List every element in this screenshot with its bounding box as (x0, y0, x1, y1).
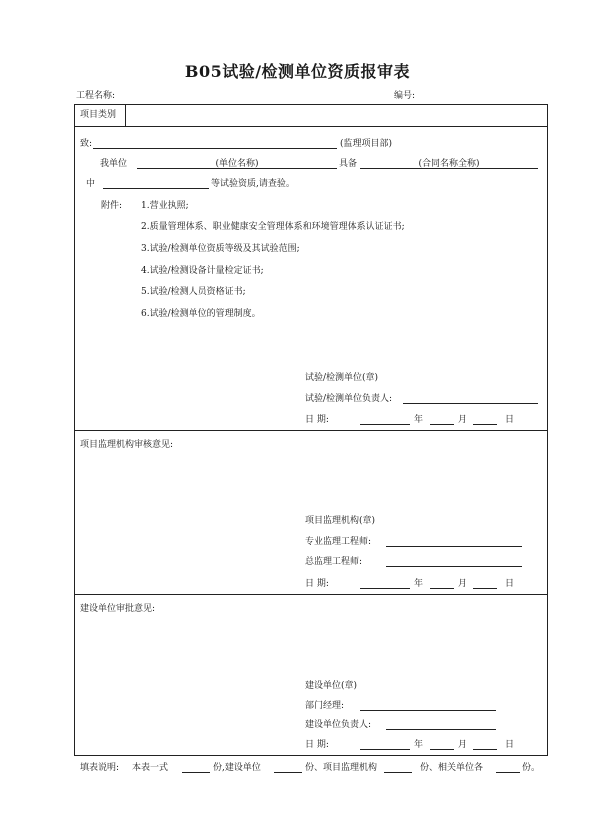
addressee-field[interactable] (93, 148, 337, 149)
total-copies-field[interactable] (182, 772, 210, 773)
month-label: 月 (458, 740, 468, 750)
day-label: 日 (505, 740, 515, 750)
to-label: 致: (80, 139, 93, 149)
row-divider-1 (74, 126, 548, 127)
contract-name-hint: (合同名称全称) (418, 159, 480, 169)
month-label: 月 (458, 579, 468, 589)
year-label: 年 (414, 415, 424, 425)
department-manager-label: 部门经理: (305, 701, 345, 711)
date-label: 日 期: (305, 415, 329, 425)
date-month-field[interactable] (430, 749, 454, 750)
row-divider-2 (74, 430, 548, 431)
attachment-item: 2.质量管理体系、职业健康安全管理体系和环境管理体系认证证书; (141, 222, 405, 232)
zhong-label: 中 (86, 179, 96, 189)
owner-opinion-label: 建设单位审批意见: (80, 604, 156, 614)
test-unit-seal-label: 试验/检测单位(章) (305, 373, 379, 383)
footer-note-lead: 填表说明: (80, 763, 120, 773)
serial-number-label: 编号: (394, 91, 416, 101)
footer-text-owner: 份,建设单位 (213, 763, 261, 773)
chief-engineer-label: 总监理工程师: (305, 557, 363, 567)
owner-copies-field[interactable] (274, 772, 302, 773)
date-year-field[interactable] (360, 588, 410, 589)
category-field[interactable] (127, 106, 546, 124)
attachment-item: 6.试验/检测单位的管理制度。 (141, 309, 261, 319)
test-unit-principal-label: 试验/检测单位负责人: (305, 394, 393, 404)
attachment-item: 4.试验/检测设备计量检定证书; (141, 266, 264, 276)
owner-opinion-field[interactable] (80, 619, 540, 674)
related-copies-field[interactable] (496, 772, 520, 773)
date-day-field[interactable] (473, 749, 497, 750)
date-label: 日 期: (305, 740, 329, 750)
category-divider (125, 104, 126, 126)
year-label: 年 (414, 579, 424, 589)
date-year-field[interactable] (360, 424, 410, 425)
year-label: 年 (414, 740, 424, 750)
attachment-item: 1.营业执照; (141, 201, 189, 211)
department-manager-field[interactable] (360, 710, 496, 711)
date-month-field[interactable] (430, 588, 454, 589)
unit-name-hint: (单位名称) (215, 159, 259, 169)
date-month-field[interactable] (430, 424, 454, 425)
category-label: 项目类别 (80, 110, 117, 120)
scope-field[interactable] (103, 188, 209, 189)
form-title: B05试验/检测单位资质报审表 (184, 62, 411, 81)
supervision-dept-label: (监理项目部) (340, 139, 393, 149)
date-day-field[interactable] (473, 424, 497, 425)
qualification-text: 等试验资质,请查验。 (211, 179, 295, 189)
supervision-opinion-label: 项目监理机构审核意见: (80, 440, 174, 450)
footer-text-related: 份、相关单位各 (420, 763, 484, 773)
owner-seal-label: 建设单位(章) (305, 681, 358, 691)
engineer-label: 专业监理工程师: (305, 537, 372, 547)
attachment-item: 3.试验/检测单位资质等级及其试验范围; (141, 244, 300, 254)
chief-engineer-field[interactable] (386, 566, 522, 567)
attachments-label: 附件: (101, 201, 123, 211)
our-unit-label: 我单位 (100, 159, 128, 169)
supervision-seal-label: 项目监理机构(章) (305, 516, 376, 526)
have-label: 具备 (339, 159, 358, 169)
footer-text-copies: 本表一式 (132, 763, 169, 773)
date-year-field[interactable] (360, 749, 410, 750)
date-label: 日 期: (305, 579, 329, 589)
day-label: 日 (505, 415, 515, 425)
date-day-field[interactable] (473, 588, 497, 589)
attachment-item: 5.试验/检测人员资格证书; (141, 287, 246, 297)
row-divider-3 (74, 594, 548, 595)
day-label: 日 (505, 579, 515, 589)
month-label: 月 (458, 415, 468, 425)
test-unit-principal-field[interactable] (403, 403, 538, 404)
supervision-copies-field[interactable] (384, 772, 412, 773)
project-name-label: 工程名称: (76, 91, 116, 101)
owner-principal-label: 建设单位负责人: (305, 720, 372, 730)
footer-text-end: 份。 (522, 763, 541, 773)
footer-text-supervision: 份、项目监理机构 (305, 763, 378, 773)
owner-principal-field[interactable] (386, 729, 496, 730)
supervision-opinion-field[interactable] (80, 455, 540, 510)
engineer-field[interactable] (386, 546, 522, 547)
